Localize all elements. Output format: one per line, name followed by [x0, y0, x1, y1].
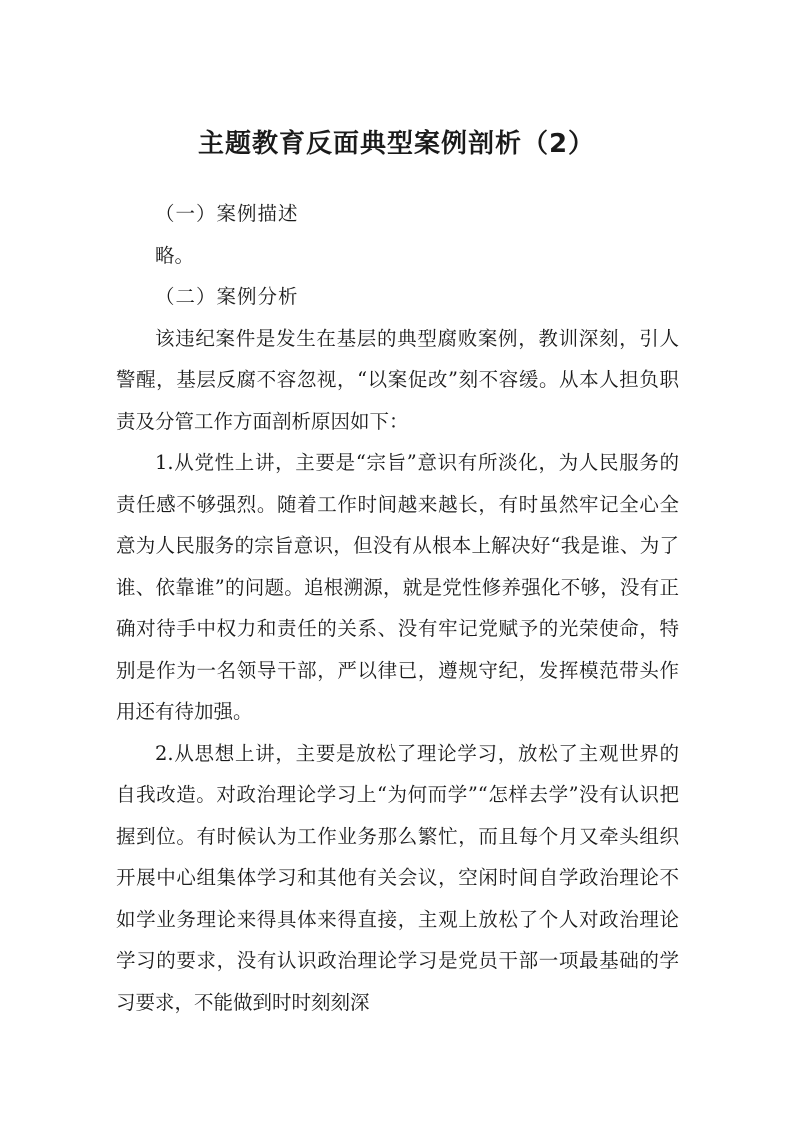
document-body — [116, 193, 679, 1023]
section-text-omitted: 略。 — [155, 243, 195, 267]
page-title: 主题教育反面典型案例剖析（2） — [197, 129, 596, 159]
section-heading-case-description: （一）案例描述 — [155, 202, 299, 225]
section-heading-case-analysis: （二）案例分析 — [155, 285, 299, 308]
paragraph-intro: 该违纪案件是发生在基层的典型腐败案例，教训深刻，引人警醒，基层反腐不容忽视，“以案促改”刻不容缓。从本人担负职责及分管工作方面剖析原因如下： — [116, 326, 679, 433]
paragraph-ideology: 2.从思想上讲，主要是放松了理论学习，放松了主观世界的自我改造。对政治理论学习上“为何而学”“怎样去学”没有认识把握到位。有时候认为工作业务那么繁忙，而且每个月又牵头组织开展中心组集体学习和其他有关会议，空闲时间自学政治理论不如学业务理论来得具体来得直接，主观上放松了个人对政治理论学习的要求，没有认识政治理论学习是党员干部一项最基础的学习要求，不能做到时时刻刻深 — [116, 741, 679, 1014]
paragraph-party-spirit: 1.从党性上讲，主要是“宗旨”意识有所淡化，为人民服务的责任感不够强烈。随着工作时间越来越长，有时虽然牢记全心全意为人民服务的宗旨意识，但没有从根本上解决好“我是谁、为了谁、依靠谁”的问题。追根溯源，就是党性修养强化不够，没有正确对待手中权力和责任的关系、没有牢记党赋予的光荣使命，特别是作为一名领导干部，严以律已，遵规守纪，发挥模范带头作用还有待加强。 — [116, 451, 679, 723]
